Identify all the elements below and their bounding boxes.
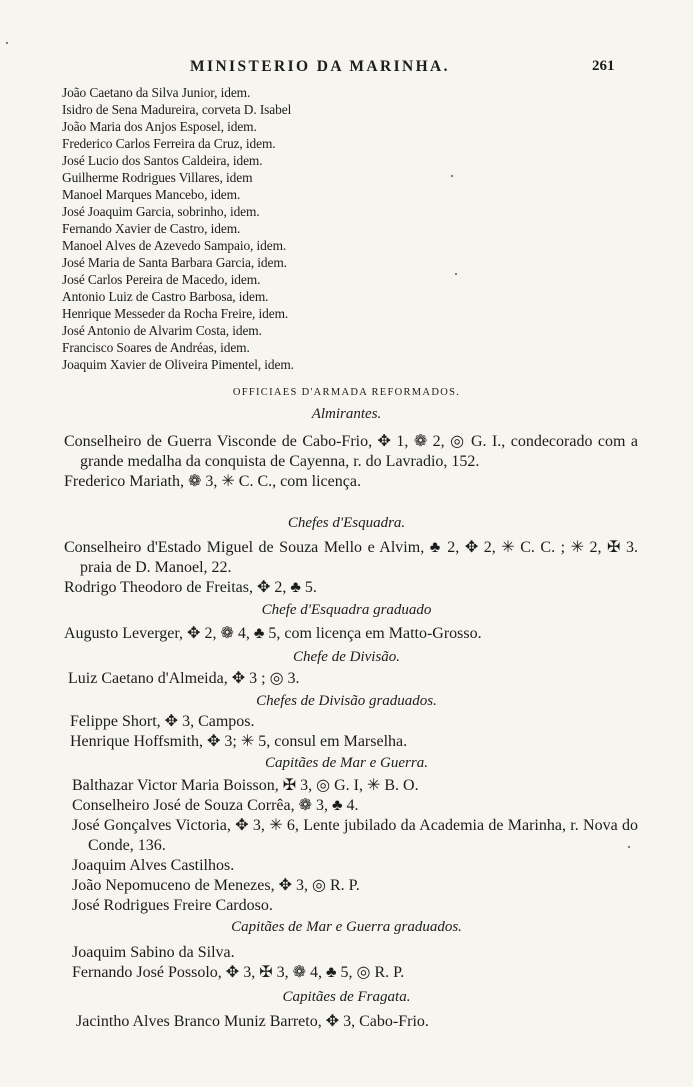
page-number: 261 — [592, 58, 615, 74]
list-item: José Antonio de Alvarim Costa, idem. — [62, 323, 262, 338]
section-chefes-divisao-graduados — [0, 692, 693, 710]
roster-entry: José Gonçalves Victoria, ✥ 3, ✳ 6, Lente jubilado da Academia de Marinha, r. Nova do Conde, 136. — [72, 817, 638, 854]
subsection-heading: Chefe de Divisão. — [292, 649, 401, 665]
roster-entry: Balthazar Victor Maria Boisson, ✠ 3, ◎ G. I, ✳ B. O. — [72, 777, 419, 794]
roster-entry: Fernando José Possolo, ✥ 3, ✠ 3, ❁ 4, ♣ 5, ◎ R. P. — [72, 964, 405, 981]
section-capitaes-fragata — [0, 988, 693, 1006]
list-item: José Maria de Santa Barbara Garcia, idem. — [62, 255, 287, 270]
roster-entry: José Rodrigues Freire Cardoso. — [72, 897, 273, 914]
scan-speck — [628, 846, 630, 848]
entries-chefe-divisao — [68, 669, 638, 689]
subsection-heading: Capitães de Fragata. — [282, 989, 411, 1005]
roster-entry: João Nepomuceno de Menezes, ✥ 3, ◎ R. P. — [72, 877, 360, 894]
list-item: Henrique Messeder da Rocha Freire, idem. — [62, 306, 289, 321]
list-item: José Joaquim Garcia, sobrinho, idem. — [62, 204, 260, 219]
roster-entry: Conselheiro de Guerra Visconde de Cabo-Frio, ✥ 1, ❁ 2, ◎ G. I., condecorado com a grande medalha da conquista de Cayenna, r. do Lavradio, 152. — [64, 433, 638, 470]
list-item: Isidro de Sena Madureira, corveta D. Isabel — [62, 102, 292, 117]
subsection-heading: Chefes d'Esquadra. — [287, 515, 406, 531]
roster-entry: Jacintho Alves Branco Muniz Barreto, ✥ 3, Cabo-Frio. — [76, 1013, 429, 1030]
list-item: Manoel Alves de Azevedo Sampaio, idem. — [62, 238, 287, 253]
list-item: Fernando Xavier de Castro, idem. — [62, 221, 241, 236]
list-item: José Carlos Pereira de Macedo, idem. — [62, 272, 261, 287]
entries-capitaes-mar-guerra — [72, 776, 638, 916]
entries-chefes-divisao-graduados — [70, 712, 638, 752]
roster-entry: Augusto Leverger, ✥ 2, ❁ 4, ♣ 5, com licença em Matto-Grosso. — [64, 625, 482, 642]
section-almirantes — [0, 405, 693, 423]
section-capitaes-mar-guerra — [0, 754, 693, 772]
entries-almirantes — [64, 432, 638, 492]
page-header — [0, 58, 693, 80]
subsection-heading: Almirantes. — [311, 406, 382, 422]
roster-entry: Felippe Short, ✥ 3, Campos. — [70, 713, 255, 730]
list-item: Antonio Luiz de Castro Barbosa, idem. — [62, 289, 269, 304]
entries-chefes-esquadra — [64, 538, 638, 598]
list-item: Joaquim Xavier de Oliveira Pimentel, idem. — [62, 357, 294, 372]
list-item: João Maria dos Anjos Esposel, idem. — [62, 119, 257, 134]
entries-chefe-esquadra-graduado — [64, 624, 638, 644]
scan-speck — [6, 42, 8, 44]
roster-entry: Frederico Mariath, ❁ 3, ✳ C. C., com licença. — [64, 473, 361, 490]
continued-list — [62, 84, 662, 373]
list-item: Frederico Carlos Ferreira da Cruz, idem. — [62, 136, 276, 151]
section-capitaes-mar-guerra-graduados — [0, 918, 693, 936]
list-item: Guilherme Rodrigues Villares, idem — [62, 170, 253, 185]
list-item: Manoel Marques Mancebo, idem. — [62, 187, 241, 202]
list-item: José Lucio dos Santos Caldeira, idem. — [62, 153, 263, 168]
entries-capitaes-fragata — [76, 1012, 638, 1032]
section-chefe-esquadra-graduado — [0, 601, 693, 619]
section-chefe-divisao — [0, 648, 693, 666]
subsection-heading: Capitães de Mar e Guerra graduados. — [231, 919, 462, 935]
roster-entry: Joaquim Alves Castilhos. — [72, 857, 235, 874]
section-chefes-esquadra — [0, 514, 693, 532]
running-title: MINISTERIO DA MARINHA. — [190, 58, 450, 75]
list-item: Francisco Soares de Andréas, idem. — [62, 340, 250, 355]
roster-entry: Conselheiro José de Souza Corrêa, ❁ 3, ♣ 4. — [72, 797, 359, 814]
scan-speck — [455, 273, 457, 275]
section-title: OFFICIAES D'ARMADA REFORMADOS. — [232, 387, 461, 398]
list-item: João Caetano da Silva Junior, idem. — [62, 85, 251, 100]
subsection-heading: Chefes de Divisão graduados. — [256, 693, 437, 709]
scan-speck — [451, 175, 453, 177]
roster-entry: Rodrigo Theodoro de Freitas, ✥ 2, ♣ 5. — [64, 579, 317, 596]
roster-entry: Joaquim Sabino da Silva. — [72, 944, 235, 961]
subsection-heading: Capitães de Mar e Guerra. — [265, 755, 428, 771]
roster-entry: Luiz Caetano d'Almeida, ✥ 3 ; ◎ 3. — [68, 670, 300, 687]
roster-entry: Conselheiro d'Estado Miguel de Souza Mello e Alvim, ♣ 2, ✥ 2, ✳ C. C. ; ✳ 2, ✠ 3. praia de D. Manoel, 22. — [64, 539, 638, 576]
subsection-heading: Chefe d'Esquadra graduado — [261, 602, 432, 618]
roster-entry: Henrique Hoffsmith, ✥ 3; ✳ 5, consul em Marselha. — [70, 733, 408, 750]
entries-capitaes-mar-guerra-graduados — [72, 943, 638, 983]
